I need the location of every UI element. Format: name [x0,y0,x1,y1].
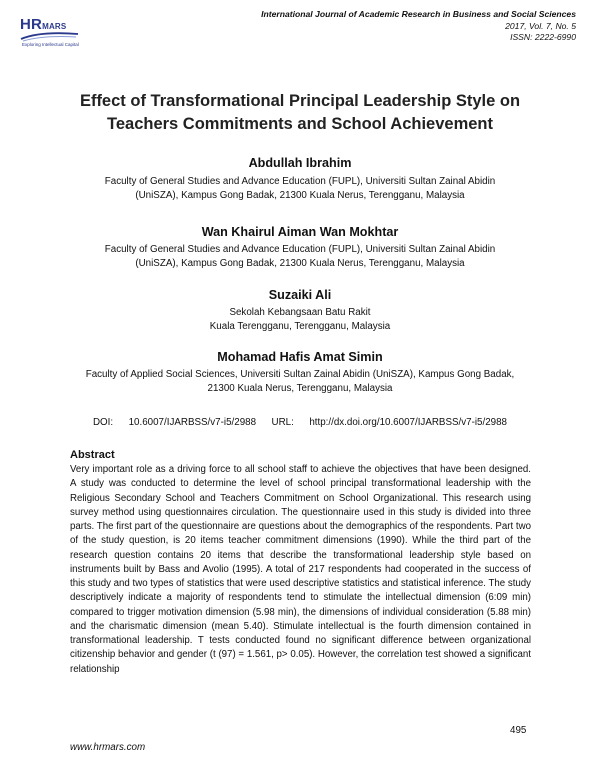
author-name: Abdullah Ibrahim [248,156,352,170]
url-link[interactable]: http://dx.doi.org/10.6007/IJARBSS/v7-i5/2988 [309,417,508,428]
journal-issn: ISSN: 2222-6990 [510,32,576,42]
author-name: Wan Khairul Aiman Wan Mokhtar [201,225,399,239]
journal-volume: 2017, Vol. 7, No. 5 [505,20,576,31]
author-block [30,349,570,396]
hrmars-logo [20,16,100,50]
logo-brand-suffix: MARS [42,22,67,31]
abstract-heading: Abstract [70,449,115,461]
author-affiliation: Faculty of General Studies and Advance Education (FUPL), Universiti Sultan Zainal Abidin (UniSZA), Kampus Gong Badak, 21300 Kuala Nerus, Terengganu, Malaysia [104,244,496,269]
journal-header [261,9,576,44]
title-line-1: Effect of Transformational Principal Leadership Style on [79,92,521,110]
url-label: URL: [271,417,294,428]
logo-brand: HR [20,16,43,33]
journal-name: International Journal of Academic Research in Business and Social Sciences [261,9,576,19]
abstract-text: Very important role as a driving force to all school staff to achieve the objectives that have been designed. A study was conducted to determine the level of school principal transformational leadership with the Religious Secondary School and Teachers Commitment on School Organizational. This research using survey method using questionnaires circulation. The questionnaire used in this study is divided into three parts. The first part of the questionnaire are questions about the demographics of the respondents. Part two of the study question, is 20 items teacher commitment dimensions (1990). While the third part of the research question contains 20 items that describe the transformational leadership style based on instruments built by Bass and Avolio (1995). A total of 217 respondents had cooperated in the success of this study and two types of statistics that were used descriptive statistics and statistical inference. The study descriptively indicate a majority of respondents tend to stimulate the intellectual dimension (6:09 min) compared to trigger motivation dimension (5.98 min), the dimensions of individual consideration (5.88 min) and the charismatic dimension (mean 5.40). Stimulate intellectual is the fourth dimension contained in transformational leadership. T tests conducted found no significant difference between organizational citizenship behavior and gender (t (97) = 1.561, p> 0.05). However, the correlation test showed a significant relationship [70,464,531,675]
doi-value[interactable]: 10.6007/IJARBSS/v7-i5/2988 [128,417,257,428]
author-affiliation: Faculty of Applied Social Sciences, Universiti Sultan Zainal Abidin (UniSZA), Kampus Gong Badak, 21300 Kuala Nerus, Terengganu, Malaysia [85,369,515,394]
page-number: 495 [510,725,527,736]
author-affiliation: Sekolah Kebangsaan Batu Rakit Kuala Terengganu, Terengganu, Malaysia [209,307,391,332]
author-block [30,287,570,334]
paper-title [40,90,560,136]
title-line-2: Teachers Commitments and School Achievement [106,115,494,133]
logo-swoosh-icon [20,30,80,42]
author-affiliation: Faculty of General Studies and Advance Education (FUPL), Universiti Sultan Zainal Abidin (UniSZA), Kampus Gong Badak, 21300 Kuala Nerus, Terengganu, Malaysia [104,176,496,201]
doi-line [30,417,570,428]
author-name: Suzaiki Ali [268,288,332,302]
doi-label: DOI: [92,417,114,428]
author-name: Mohamad Hafis Amat Simin [217,350,383,364]
logo-tagline: Exploring Intellectual Capital [22,42,79,47]
author-block [30,224,570,271]
author-block [30,155,570,203]
footer-website-link[interactable]: www.hrmars.com [70,742,146,753]
